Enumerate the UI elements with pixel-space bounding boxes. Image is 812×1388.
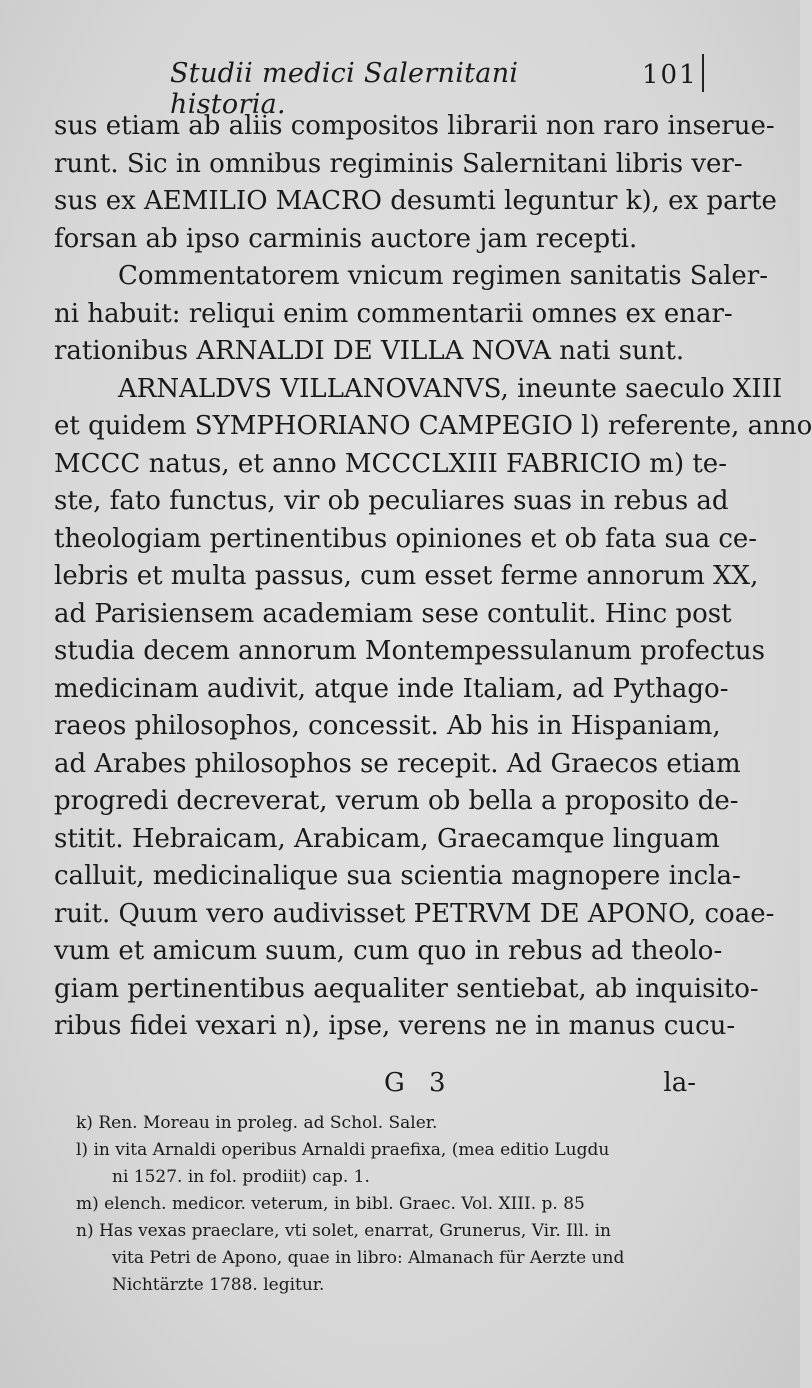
text-line: runt. Sic in omnibus regiminis Salernitani libris ver- xyxy=(54,148,743,179)
text-line: ad Arabes philosophos se recepit. Ad Graecos etiam xyxy=(54,748,741,779)
footnote-n-continued: Nichtärzte 1788. legitur. xyxy=(112,1275,325,1295)
text-line: stitit. Hebraicam, Arabicam, Graecamque linguam xyxy=(54,823,720,854)
text-line: raeos philosophos, concessit. Ab his in Hispaniam, xyxy=(54,711,721,741)
text-line: giam pertinentibus aequaliter sentiebat, ab inquisito- xyxy=(54,973,759,1004)
running-title: Studii medici Salernitani historia. xyxy=(170,58,519,120)
page-number: 101 xyxy=(642,60,698,90)
text-line: medicinam audivit, atque inde Italiam, ad Pythago- xyxy=(54,673,729,704)
text-line: ni habuit: reliqui enim commentarii omnes ex enar- xyxy=(54,298,733,329)
text-line: progredi decreverat, verum ob bella a proposito de- xyxy=(54,786,739,816)
text-line: ste, fato functus, vir ob peculiares suas in rebus ad xyxy=(54,486,729,516)
footnote-k: k) Ren. Moreau in proleg. ad Schol. Saler. xyxy=(76,1113,438,1133)
text-line: ruit. Quum vero audivisset PETRVM DE APONO, coae- xyxy=(54,898,775,929)
text-line: sus etiam ab aliis compositos librarii non raro inserue- xyxy=(54,111,775,141)
footnote-l-continued: ni 1527. in fol. prodiit) cap. 1. xyxy=(112,1167,370,1187)
catchword: la- xyxy=(663,1068,696,1098)
footnote-n-continued: vita Petri de Apono, quae in libro: Almanach für Aerzte und xyxy=(112,1248,625,1268)
text-line: ribus fidei vexari n), ipse, verens ne in manus cucu- xyxy=(54,1011,736,1041)
text-line: theologiam pertinentibus opiniones et ob fata sua ce- xyxy=(54,523,758,554)
text-line: sus ex AEMILIO MACRO desumti leguntur k), ex parte xyxy=(54,186,777,216)
text-line: ARNALDVS VILLANOVANVS, ineunte saeculo XIII xyxy=(118,373,783,404)
text-line: lebris et multa passus, cum esset ferme annorum XX, xyxy=(54,561,759,591)
footnote-m: m) elench. medicor. veterum, in bibl. Graec. Vol. XIII. p. 85 xyxy=(76,1194,585,1214)
text-line: ad Parisiensem academiam sese contulit. Hinc post xyxy=(54,598,732,629)
text-line: Commentatorem vnicum regimen sanitatis Saler- xyxy=(118,261,769,291)
text-line: et quidem SYMPHORIANO CAMPEGIO l) referente, anno xyxy=(54,411,812,441)
body-text xyxy=(54,108,812,1046)
text-line: MCCC natus, et anno MCCCLXIII FABRICIO m) te- xyxy=(54,448,727,479)
text-line: rationibus ARNALDI DE VILLA NOVA nati sunt. xyxy=(54,336,685,366)
text-line: studia decem annorum Montempessulanum profectus xyxy=(54,636,765,666)
footnotes xyxy=(76,1110,686,1299)
text-line: calluit, medicinalique sua scientia magnopere incla- xyxy=(54,861,741,891)
text-line: forsan ab ipso carminis auctore jam recepti. xyxy=(54,223,638,254)
page-number-rule xyxy=(702,54,704,92)
signature-mark: G 3 xyxy=(384,1068,454,1098)
footnote-n: n) Has vexas praeclare, vti solet, enarrat, Grunerus, Vir. Ill. in xyxy=(76,1221,611,1241)
footnote-l: l) in vita Arnaldi operibus Arnaldi praefixa, (mea editio Lugdu xyxy=(76,1140,610,1160)
signature-line xyxy=(54,1068,696,1108)
text-line: vum et amicum suum, cum quo in rebus ad theolo- xyxy=(54,936,723,966)
